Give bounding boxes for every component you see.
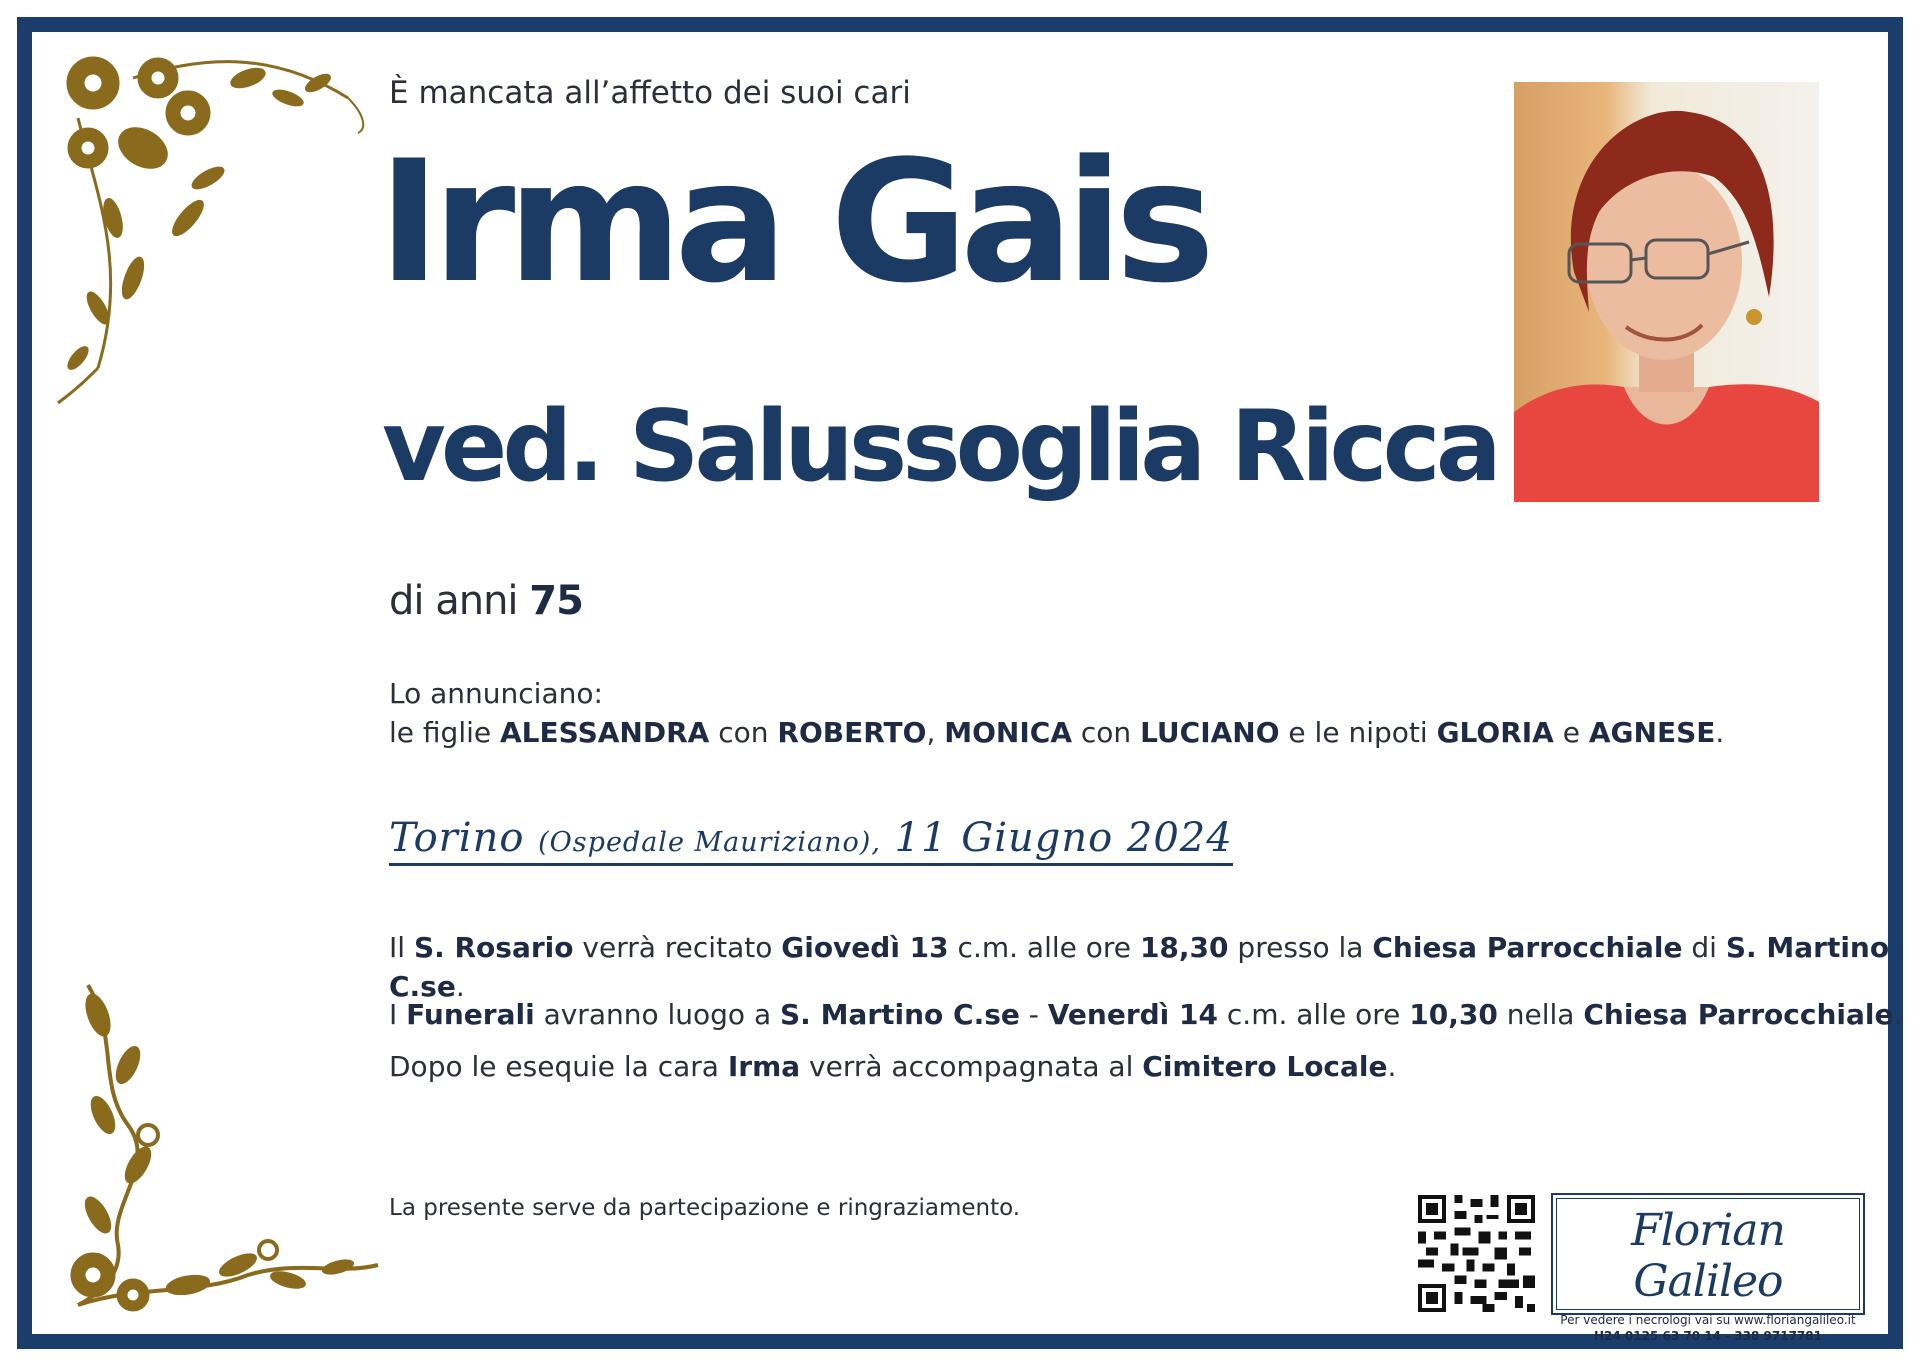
announcement-family	[389, 713, 1724, 752]
burial-line	[389, 1047, 1396, 1086]
family-member: ALESSANDRA	[500, 716, 710, 750]
text-segment: -	[1019, 998, 1048, 1031]
highlight: 10,30	[1409, 998, 1498, 1031]
text-segment: e	[1553, 716, 1589, 750]
intro-text: È mancata all’affetto dei suoi cari	[389, 75, 911, 111]
logo-phone: H24 0125 63 70 14 - 338 9717781	[1594, 1329, 1822, 1343]
text-segment: presso la	[1228, 931, 1373, 964]
highlight: Venerdì 14	[1047, 998, 1218, 1031]
floral-corner-ornament-icon	[38, 38, 378, 408]
place-and-date	[389, 815, 1233, 866]
age-line	[389, 578, 583, 624]
family-member: LUCIANO	[1140, 716, 1280, 750]
family-member: GLORIA	[1436, 716, 1554, 750]
text-segment: c.m. alle ore	[948, 931, 1140, 964]
logo-website: Per vedere i necrologi vai su www.floriangalileo.it	[1560, 1313, 1856, 1327]
family-member: ROBERTO	[777, 716, 927, 750]
text-segment: verrà accompagnata al	[800, 1050, 1143, 1083]
age-value: 75	[529, 578, 583, 624]
deceased-married-name: ved. Salussoglia Ricca	[382, 390, 1497, 504]
portrait-illustration	[1514, 82, 1819, 502]
text-segment: nella	[1497, 998, 1584, 1031]
text-segment: con	[1072, 716, 1141, 750]
family-member: MONICA	[944, 716, 1072, 750]
footer-note: La presente serve da partecipazione e ringraziamento.	[389, 1195, 1021, 1221]
highlight: Chiesa Parrocchiale	[1583, 998, 1894, 1031]
text-segment: le figlie	[389, 716, 501, 750]
place-hospital: (Ospedale Mauriziano),	[538, 827, 881, 858]
funeral-line	[389, 995, 1902, 1034]
text-segment: .	[1387, 1050, 1397, 1083]
deceased-name: Irma Gais	[378, 124, 1208, 320]
text-segment: ,	[926, 716, 945, 750]
place-city: Torino	[389, 815, 525, 861]
text-segment: con	[709, 716, 778, 750]
text-segment: e le nipoti	[1279, 716, 1437, 750]
text-segment: verrà recitato	[573, 931, 782, 964]
highlight: Cimitero Locale	[1142, 1050, 1388, 1083]
scroll-corner-ornament-icon	[38, 975, 388, 1320]
portrait-photo	[1514, 82, 1819, 502]
highlight: S. Rosario	[413, 931, 574, 964]
highlight: Funerali	[406, 998, 535, 1031]
highlight: Chiesa Parrocchiale	[1372, 931, 1683, 964]
text-segment: di	[1682, 931, 1726, 964]
text-segment: Dopo le esequie la cara	[389, 1050, 728, 1083]
text-segment: .	[455, 970, 465, 1004]
death-date: 11 Giugno 2024	[894, 815, 1233, 861]
text-segment: c.m. alle ore	[1218, 998, 1410, 1031]
announcement-block	[389, 674, 1724, 752]
text-segment: Il	[389, 931, 414, 964]
highlight: S. Martino C.se	[389, 931, 1890, 1004]
logo-name: Florian Galileo	[1631, 1205, 1785, 1307]
announcement-heading: Lo annunciano:	[389, 677, 603, 710]
text-segment: .	[1715, 716, 1725, 750]
funeral-home-logo[interactable]	[1551, 1193, 1865, 1343]
text-segment: I	[389, 998, 407, 1031]
highlight: Irma	[727, 1050, 801, 1083]
highlight: S. Martino C.se	[780, 998, 1020, 1031]
text-segment: .	[1893, 998, 1903, 1031]
age-prefix: di anni	[389, 578, 518, 624]
highlight: 18,30	[1139, 931, 1229, 964]
qr-code-icon[interactable]	[1418, 1195, 1535, 1312]
family-member: AGNESE	[1588, 716, 1716, 750]
highlight: Giovedì 13	[781, 931, 949, 964]
text-segment: avranno luogo a	[534, 998, 781, 1031]
